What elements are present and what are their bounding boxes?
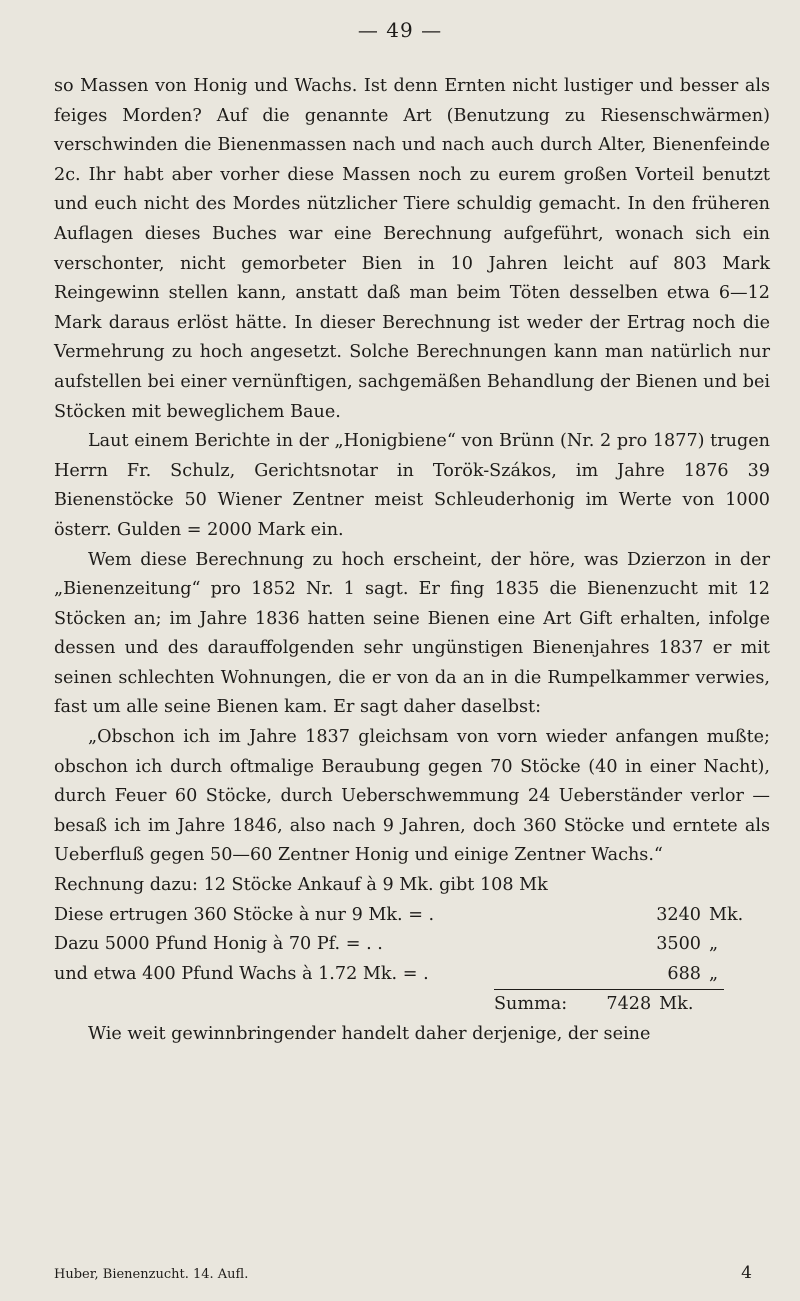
calculation-value: 3240: [656, 904, 701, 925]
calculation-row: [54, 930, 770, 960]
calculation-desc: Dazu 5000 Pfund Honig à 70 Pf. = . .: [54, 934, 383, 955]
calculation-sum: [494, 989, 724, 1020]
calculation-value: 3500: [656, 934, 701, 955]
signature-mark: 4: [741, 1263, 752, 1283]
body-text: [54, 72, 770, 1050]
quotation-paragraph: „Obschon ich im Jahre 1837 gleichsam von vorn wieder anfangen mußte; obschon ich durch oftmalige Beraubung gegen 70 Stöcke (40 in einer Nacht), durch Feuer 60 Stöcke, durch Ueberschwemmung 24 Ueberständer verlor — besaß ich im Jahre 1846, also nach 9 Jahren, doch 360 Stöcke und erntete als Ueberfluß gegen 50—60 Zentner Honig und einige Zentner Wachs.“: [54, 727, 770, 866]
calculation-value: 688: [667, 963, 701, 984]
paragraph: Wem diese Berechnung zu hoch erscheint, der höre, was Dzierzon in der „Bienenzeitung“ pro 1852 Nr. 1 sagt. Er fing 1835 die Bienenzucht mit 12 Stöcken an; im Jahre 1836 hatten seine Bienen eine Art Gift erhalten, infolge dessen und des darauffolgenden sehr ungünstigen Bienenjahres 1837 er mit seinen schlechten Wohnungen, die er von da an in die Rumpelkammer verwies, fast um alle seine Bienen kam. Er sagt daher daselbst:: [54, 549, 770, 718]
calculation-unit: Mk.: [709, 904, 744, 925]
calculation-desc: und etwa 400 Pfund Wachs à 1.72 Mk. = .: [54, 963, 429, 984]
sum-value: 7428: [606, 994, 652, 1015]
footer-source: Huber, Bienenzucht. 14. Aufl.: [54, 1267, 249, 1282]
calculation-desc: Diese ertrugen 360 Stöcke à nur 9 Mk. = .: [54, 904, 435, 925]
closing-line: Wie weit gewinnbringender handelt daher derjenige, der seine: [88, 1024, 651, 1044]
sum-label: Summa:: [494, 994, 568, 1015]
paragraph: Laut einem Berichte in der „Honigbiene“ von Brünn (Nr. 2 pro 1877) trugen Herrn Fr. Schulz, Gerichtsnotar in Torök-Szákos, im Jahre 1876 39 Bienenstöcke 50 Wiener Zentner meist Schleuderhonig im Werte von 1000 österr. Gulden = 2000 Mark ein.: [54, 431, 770, 540]
page-footer: [54, 1263, 770, 1283]
calculation-unit: „: [709, 963, 719, 984]
calculation-intro: Rechnung dazu: 12 Stöcke Ankauf à 9 Mk. gibt 108 Mk: [54, 875, 548, 896]
page-number: — 49 —: [357, 18, 443, 42]
paragraph: so Massen von Honig und Wachs. Ist denn Ernten nicht lustiger und besser als feiges Morden? Auf die genannte Art (Benutzung zu Riesenschwärmen) verschwinden die Bienenmassen nach und nach auch durch Alter, Bienenfeinde 2c. Ihr habt aber vorher diese Massen noch zu eurem großen Vorteil benutzt und euch nicht des Mordes nützlicher Tiere schuldig gemacht. In den früheren Auflagen dieses Buches war eine Berechnung aufgeführt, wonach sich ein verschonter, nicht gemorbeter Bien in 10 Jahren leicht auf 803 Mark Reingewinn stellen kann, anstatt daß man beim Töten desselben etwa 6—12 Mark daraus erlöst hätte. In dieser Berechnung ist weder der Ertrag noch die Vermehrung zu hoch angesetzt. Solche Berechnungen kann man natürlich nur aufstellen bei einer vernünftigen, sachgemäßen Behandlung der Bienen und bei Stöcken mit beweglichem Baue.: [54, 76, 770, 422]
calculation-table: [54, 901, 770, 1020]
calculation-row: [54, 960, 770, 990]
calculation-unit: „: [709, 934, 719, 955]
calculation-row: [54, 901, 770, 931]
sum-unit: Mk.: [659, 994, 694, 1015]
